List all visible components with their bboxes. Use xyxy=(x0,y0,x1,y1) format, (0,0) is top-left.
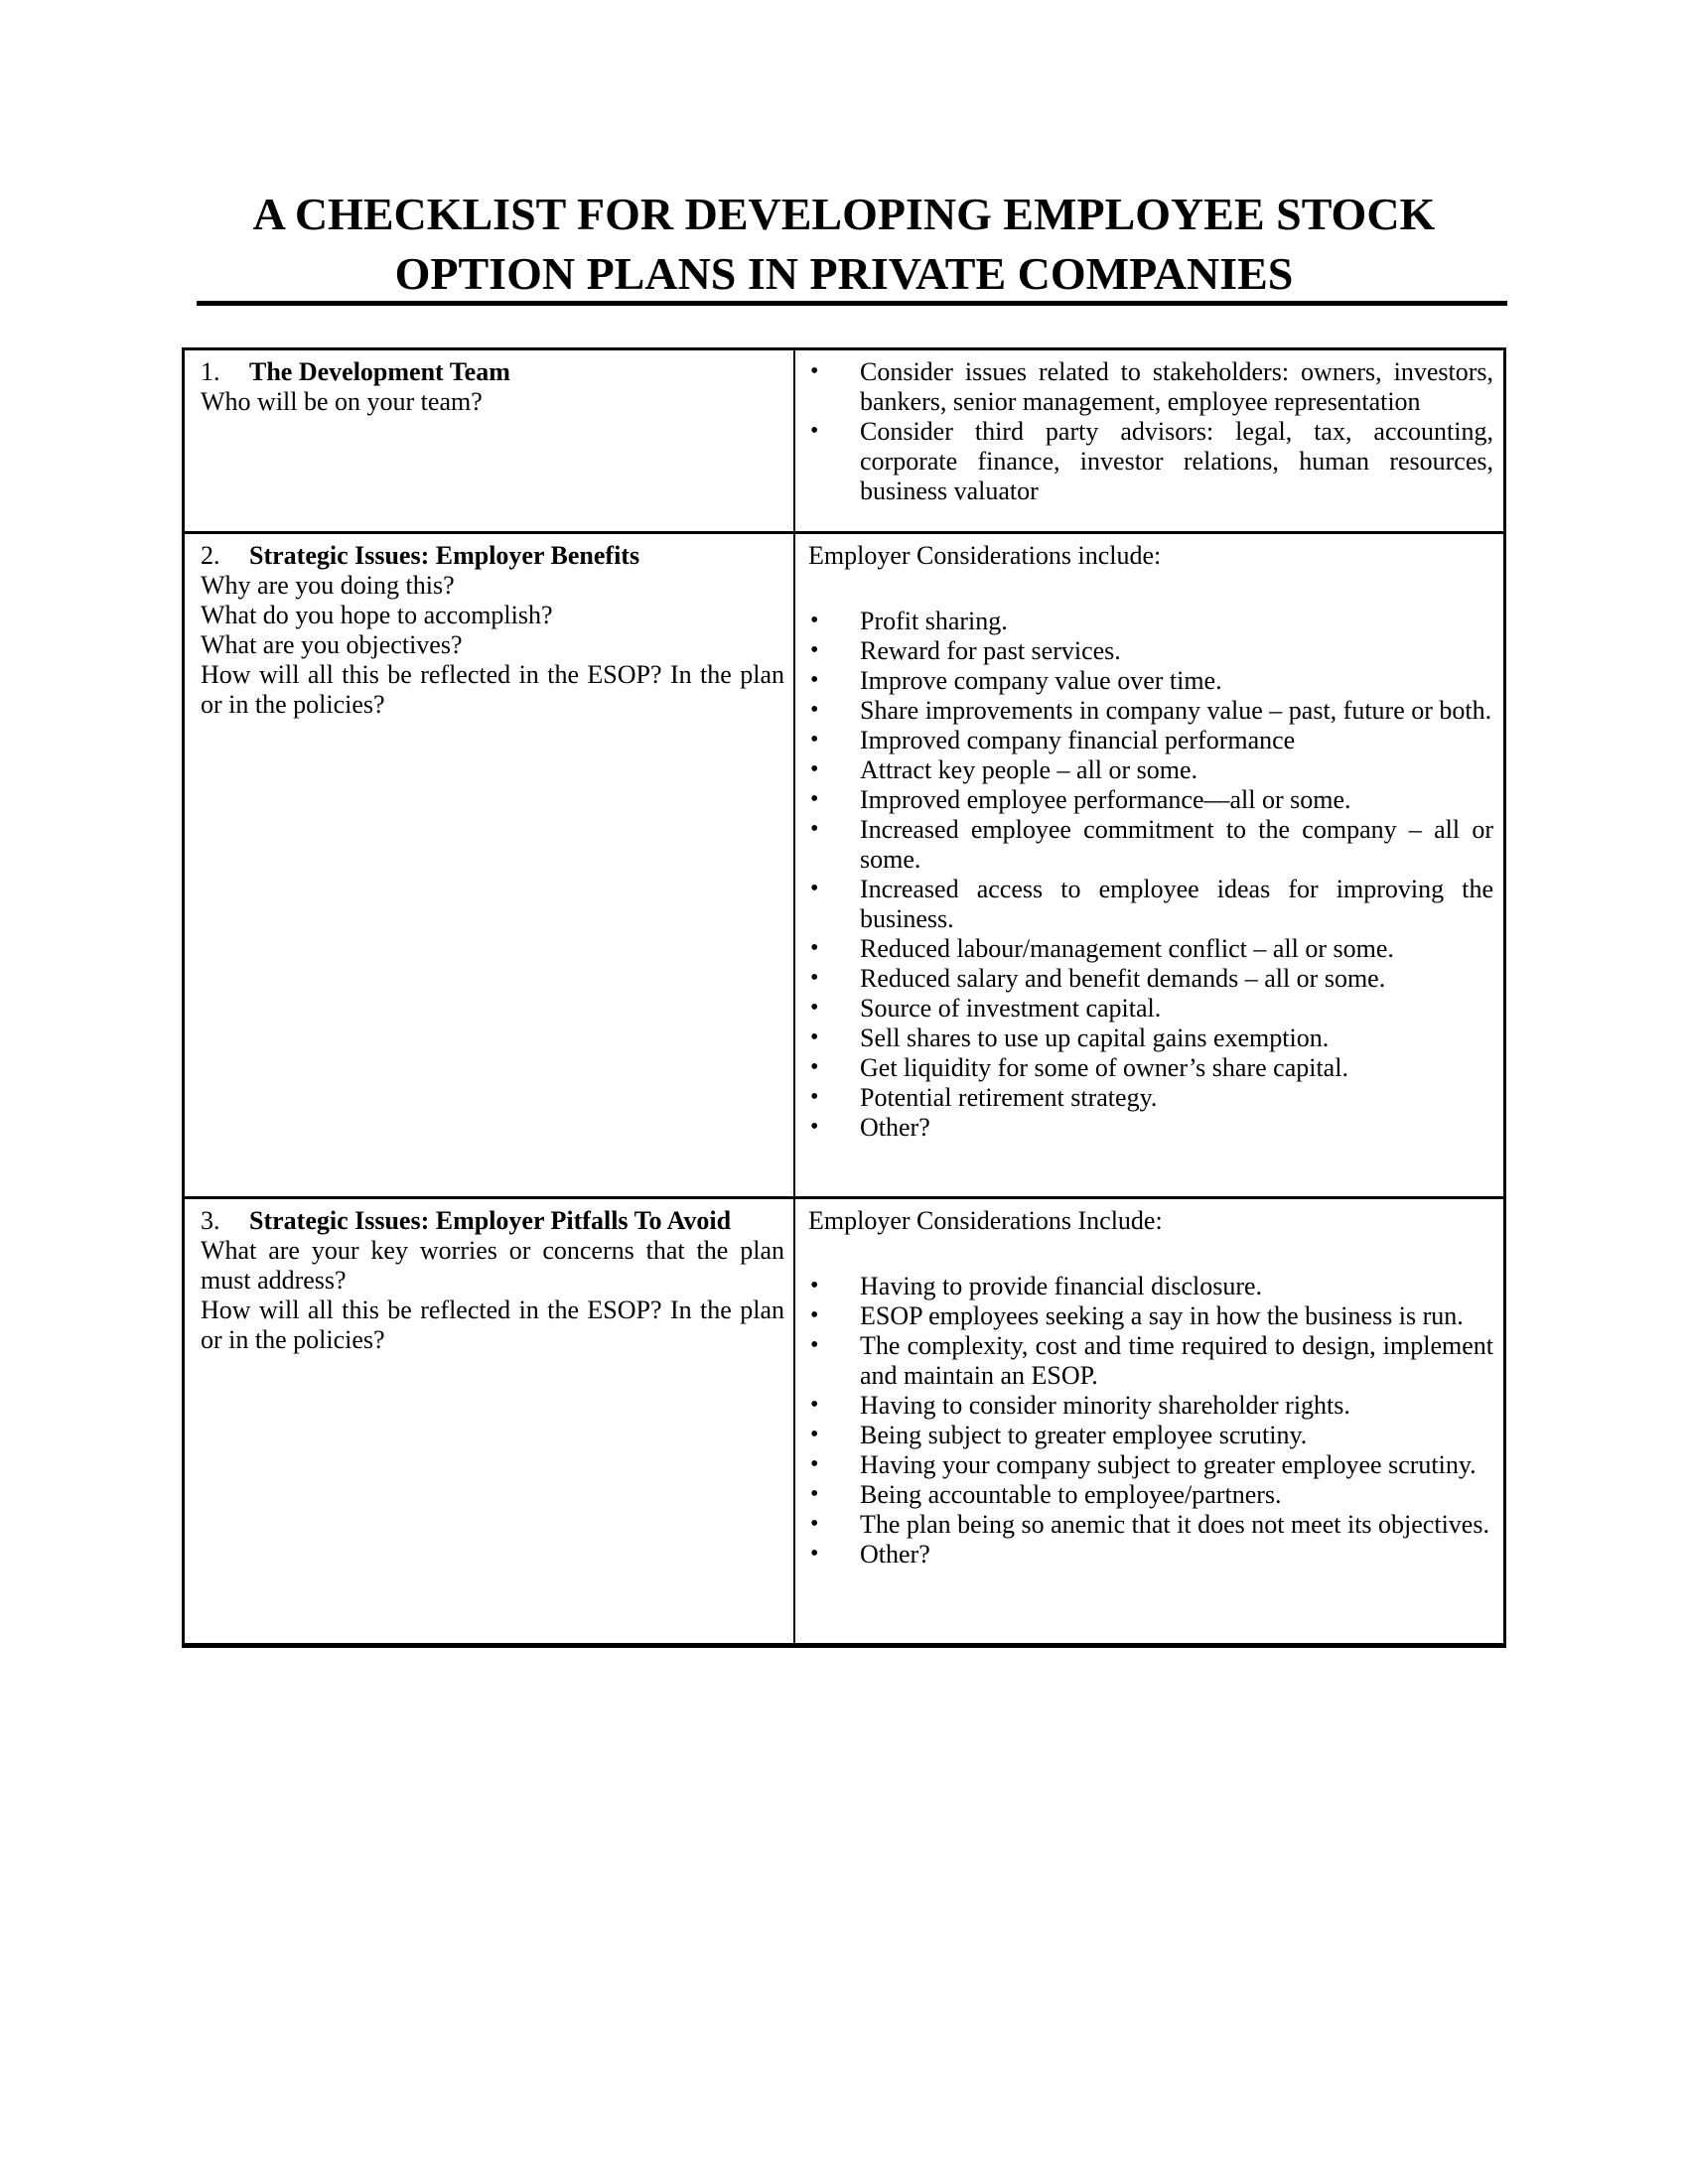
bullet-icon: • xyxy=(810,1511,819,1537)
bullet-text: Increased access to employee ideas for improving the business. xyxy=(860,875,1493,933)
bullet-icon: • xyxy=(810,1541,819,1567)
page-title-line1: A CHECKLIST FOR DEVELOPING EMPLOYEE STOCK xyxy=(252,189,1436,239)
bullet-icon: • xyxy=(810,1451,819,1477)
bullet-icon: • xyxy=(810,965,819,991)
question-text: How will all this be reflected in the ESOP? In the plan or in the policies? xyxy=(201,660,784,719)
bullet-item xyxy=(795,1540,1493,1570)
row2-considerations-cell xyxy=(795,534,1503,1196)
row2-heading xyxy=(201,541,784,571)
table-row xyxy=(185,531,1503,1196)
item-heading: Strategic Issues: Employer Benefits xyxy=(249,541,640,570)
row3-heading xyxy=(201,1206,784,1236)
bullet-text: Consider issues related to stakeholders: owners, investors, bankers, senior management, employee representation xyxy=(860,357,1493,416)
bullet-icon: • xyxy=(810,727,819,752)
bullet-item xyxy=(795,1510,1493,1540)
bullet-text: Consider third party advisors: legal, tax, accounting, corporate finance, investor relations, human resources, business valuator xyxy=(860,417,1493,505)
bullet-icon: • xyxy=(810,786,819,812)
page-title xyxy=(0,185,1688,304)
bullet-icon: • xyxy=(810,637,819,663)
bullet-text: Having to consider minority shareholder rights. xyxy=(860,1391,1350,1420)
question-text: What are your key worries or concerns that the plan must address? xyxy=(201,1236,784,1295)
row1-topic-cell xyxy=(185,350,795,531)
bullet-text: The complexity, cost and time required to design, implement and maintain an ESOP. xyxy=(860,1331,1493,1390)
bullet-item xyxy=(795,357,1493,417)
bullet-text: Being subject to greater employee scrutiny. xyxy=(860,1421,1308,1449)
bullet-text: Get liquidity for some of owner’s share capital. xyxy=(860,1053,1348,1082)
page-title-line2: OPTION PLANS IN PRIVATE COMPANIES xyxy=(394,248,1294,299)
bullet-text: ESOP employees seeking a say in how the business is run. xyxy=(860,1301,1464,1330)
item-heading: Strategic Issues: Employer Pitfalls To Avoid xyxy=(249,1206,732,1235)
row1-heading xyxy=(201,357,784,387)
bullet-icon: • xyxy=(810,1302,819,1328)
bullet-text: Improved company financial performance xyxy=(860,726,1296,754)
bullet-text: Profit sharing. xyxy=(860,607,1008,635)
bullet-text: Reduced labour/management conflict – all or some. xyxy=(860,934,1394,963)
bullet-icon: • xyxy=(810,358,819,384)
bullet-item xyxy=(795,815,1493,875)
bullet-icon: • xyxy=(810,995,819,1021)
bullet-item xyxy=(795,417,1493,506)
question-text: What do you hope to accomplish? xyxy=(201,601,553,629)
row1-considerations-cell xyxy=(795,350,1503,531)
row2-topic-cell xyxy=(185,534,795,1196)
checklist-table xyxy=(182,347,1506,1648)
question-text: Who will be on your team? xyxy=(201,387,483,416)
bullet-item xyxy=(795,1421,1493,1450)
title-rule xyxy=(197,301,1507,306)
bullet-icon: • xyxy=(810,1084,819,1110)
bullet-text: Source of investment capital. xyxy=(860,994,1162,1023)
bullet-text: Other? xyxy=(860,1540,930,1569)
item-number: 3. xyxy=(201,1206,220,1235)
bullet-icon: • xyxy=(810,1273,819,1298)
bullet-text: The plan being so anemic that it does not meet its objectives. xyxy=(860,1510,1489,1539)
bullet-item xyxy=(795,607,1493,636)
row3-considerations-cell xyxy=(795,1199,1503,1643)
bullet-item xyxy=(795,755,1493,785)
bullet-text: Increased employee commitment to the company – all or some. xyxy=(860,815,1493,874)
bullet-icon: • xyxy=(810,816,819,842)
bullet-icon: • xyxy=(810,876,819,901)
considerations-header: Employer Considerations Include: xyxy=(808,1206,1163,1235)
bullet-text: Having your company subject to greater employee scrutiny. xyxy=(860,1450,1477,1479)
bullet-item xyxy=(795,1480,1493,1510)
bullet-text: Other? xyxy=(860,1113,930,1142)
bullet-item xyxy=(795,1391,1493,1421)
bullet-icon: • xyxy=(810,1114,819,1140)
bullet-icon: • xyxy=(810,1332,819,1358)
bullet-text: Sell shares to use up capital gains exemption. xyxy=(860,1024,1330,1052)
question-text: Why are you doing this? xyxy=(201,571,455,600)
bullet-icon: • xyxy=(810,608,819,633)
bullet-item xyxy=(795,1024,1493,1053)
bullet-icon: • xyxy=(810,756,819,782)
question-text: How will all this be reflected in the ESOP? In the plan or in the policies? xyxy=(201,1296,784,1354)
bullet-icon: • xyxy=(810,667,819,693)
item-number: 1. xyxy=(201,357,220,386)
bullet-text: Improve company value over time. xyxy=(860,666,1222,695)
bullet-icon: • xyxy=(810,935,819,961)
bullet-item xyxy=(795,875,1493,934)
bullet-item xyxy=(795,1083,1493,1113)
bullet-text: Share improvements in company value – past, future or both. xyxy=(860,696,1492,725)
considerations-header: Employer Considerations include: xyxy=(808,541,1162,570)
bullet-text: Reward for past services. xyxy=(860,636,1121,665)
bullet-item xyxy=(795,696,1493,726)
bullet-item xyxy=(795,1053,1493,1083)
bullet-icon: • xyxy=(810,697,819,723)
table-row xyxy=(185,350,1503,531)
bullet-text: Potential retirement strategy. xyxy=(860,1083,1158,1112)
bullet-item xyxy=(795,1450,1493,1480)
bullet-item xyxy=(795,785,1493,815)
bullet-item xyxy=(795,964,1493,994)
bullet-text: Improved employee performance—all or some. xyxy=(860,785,1351,814)
bullet-item xyxy=(795,726,1493,755)
bullet-text: Being accountable to employee/partners. xyxy=(860,1480,1282,1509)
bullet-icon: • xyxy=(810,1422,819,1447)
bullet-item xyxy=(795,994,1493,1024)
item-heading: The Development Team xyxy=(249,357,510,386)
bullet-icon: • xyxy=(810,1481,819,1507)
bullet-text: Reduced salary and benefit demands – all or some. xyxy=(860,964,1386,993)
bullet-icon: • xyxy=(810,1024,819,1050)
bullet-icon: • xyxy=(810,418,819,444)
bullet-item xyxy=(795,636,1493,666)
bullet-item xyxy=(795,1113,1493,1143)
bullet-item xyxy=(795,934,1493,964)
bullet-item xyxy=(795,666,1493,696)
bullet-text: Attract key people – all or some. xyxy=(860,755,1198,784)
item-number: 2. xyxy=(201,541,220,570)
bullet-icon: • xyxy=(810,1054,819,1080)
bullet-icon: • xyxy=(810,1392,819,1418)
bullet-item xyxy=(795,1301,1493,1331)
row3-topic-cell xyxy=(185,1199,795,1643)
bullet-item xyxy=(795,1272,1493,1301)
table-row xyxy=(185,1196,1503,1643)
bullet-text: Having to provide financial disclosure. xyxy=(860,1272,1263,1300)
question-text: What are you objectives? xyxy=(201,630,463,659)
bullet-item xyxy=(795,1331,1493,1391)
